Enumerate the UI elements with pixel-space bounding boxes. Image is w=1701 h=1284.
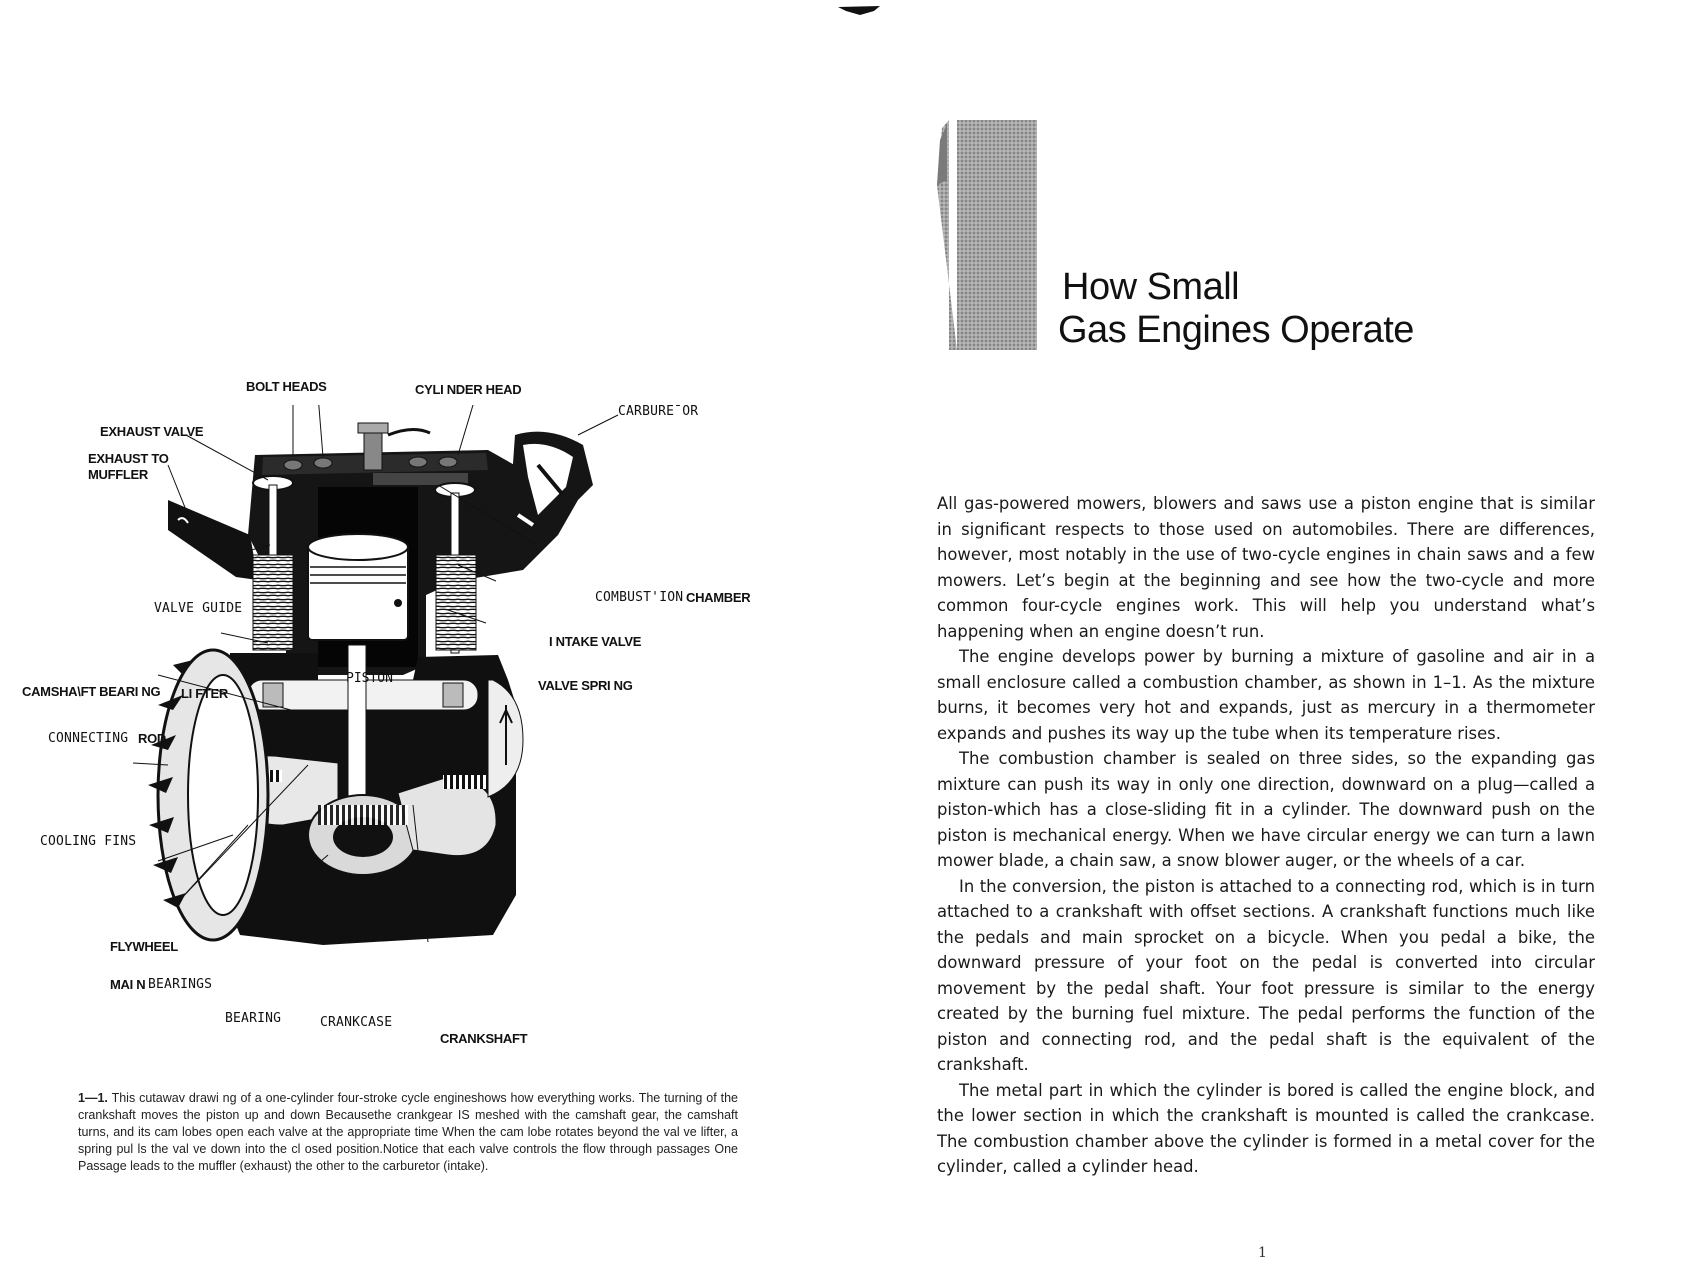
- chapter-title: [1058, 266, 1414, 352]
- label-rod: ROD: [138, 731, 166, 746]
- label-valve-guide: VALVE GUIDE: [154, 601, 243, 616]
- label-cylinder-head: CYLI NDER HEAD: [415, 382, 522, 397]
- label-crankcase: CRANKCASE: [320, 1015, 393, 1030]
- paragraph: The metal part in which the cylinder is bored is called the engine block, and the lower section in which the crankshaft is mounted is called the crankcase. The combustion chamber above the cylinder is formed in a metal cover for the cylinder, called a cylinder head.: [937, 1080, 1595, 1176]
- label-flywheel: FLYWHEEL: [110, 939, 178, 954]
- page-number: 1: [1258, 1245, 1267, 1261]
- label-exhaust-valve: EXHAUST VALVE: [100, 424, 204, 439]
- crankcase-block: [228, 645, 523, 945]
- label-carburetor: CARBURE¯OR: [618, 404, 699, 419]
- label-combustion: COMBUST'ION: [595, 590, 684, 605]
- label-bearing: BEARING: [225, 1011, 282, 1026]
- label-lifter: LI FTER: [181, 686, 229, 701]
- label-main-bearings: BEARINGS: [148, 977, 213, 992]
- chapter-title-line-2: Gas Engines Operate: [1058, 309, 1414, 351]
- label-muffler: MUFFLER: [88, 467, 148, 482]
- label-bolt-heads: BOLT HEADS: [246, 379, 327, 394]
- scan-artifact-mark: [838, 6, 880, 15]
- figure-caption-text: This cutawav drawi ng of a one-cylinder four-stroke cycle engineshows how everything works. The turning of the crankshaft moves the piston up and down Becausethe crankgear IS meshed with the camshaft gear, the camshaft turns, and its cam lobes open each valve at the appropriate time When the cam lobe rotates beyond the val ve lifter, a spring pul ls the val ve down into the cl osed position.Notice that each valve controls the flow through passages One Passage leads to the muffler (exhaust) the other to the carburetor (intake).: [78, 1091, 738, 1173]
- label-chamber: CHAMBER: [686, 590, 751, 605]
- exhaust-pipe: [168, 500, 258, 580]
- chapter-number-graphic: [937, 120, 1037, 350]
- piston: [308, 534, 408, 640]
- figure-number: 1—1.: [78, 1091, 108, 1105]
- paragraph: All gas-powered mowers, blowers and saws use a piston engine that is similar in significant respects to those used on automobiles. There are differences, however, most notably in the use of two-cycle engines in chain saws and a few mowers. Let’s begin at the beginning and see how the two-cycle and more common four-cycle engines work. This will help you understand what’s happening when an engine doesn’t run.: [937, 494, 1595, 641]
- figure-caption: [78, 1090, 738, 1175]
- label-cooling-fins: COOLING FINS: [40, 834, 137, 849]
- label-main: MAI N: [110, 977, 146, 992]
- paragraph: The combustion chamber is sealed on three sides, so the expanding gas mixture can push its way in only one direction, downward on a plug—called a piston-which has a close-sliding fit in a cylinder. The downward push on the piston is mechanical energy. When we have circular energy we can turn a lawn mower blade, a chain saw, a snow blower auger, or the wheels of a car.: [937, 749, 1595, 870]
- label-valve-spring: VALVE SPRI NG: [538, 678, 633, 693]
- paragraph: The engine develops power by burning a mixture of gasoline and air in a small enclosure called a combustion chamber, as shown in 1–1. As the mixture burns, it becomes very hot and expands, just as mercury in a thermometer expands and pushes its way up the tube when its temperature rises.: [937, 647, 1595, 743]
- label-crankshaft: CRANKSHAFT: [440, 1031, 528, 1046]
- chapter-title-line-1: How Small: [1062, 266, 1240, 308]
- label-camshaft-bearing: CAMSHA\FT BEARI NG: [22, 684, 161, 699]
- paragraph: In the conversion, the piston is attached to a connecting rod, which is in turn attached to a crankshaft with offset sections. A crankshaft functions much like the pedals and main sprocket on a bicycle. When you pedal a bike, the downward pressure of your foot on the pedal is converted into circular movement by the pedal shaft. Your foot pressure is similar to the energy created by the burning fuel mixture. The pedal performs the function of the piston and connecting rod, and the pedal shaft is the equivalent of the crankshaft.: [937, 876, 1595, 1074]
- engine-cutaway-figure: [18, 379, 751, 1046]
- label-exhaust-to: EXHAUST TO: [88, 451, 169, 466]
- label-piston: PISTON: [346, 671, 393, 686]
- label-intake-valve: I NTAKE VALVE: [549, 634, 642, 649]
- label-connecting: CONNECTING: [48, 731, 129, 746]
- chapter-body: [937, 491, 1595, 1180]
